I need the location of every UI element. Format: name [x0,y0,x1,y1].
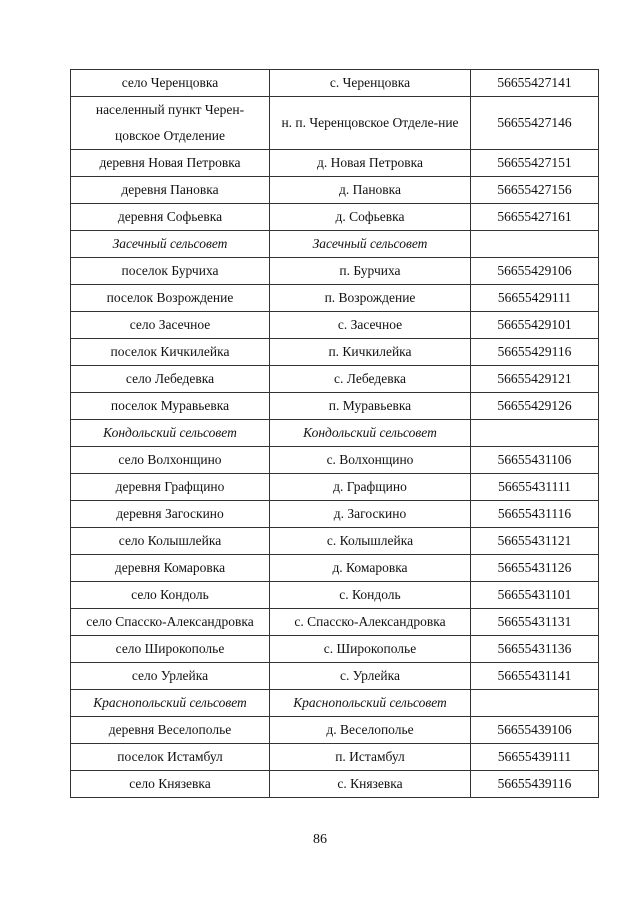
table-row [71,717,599,744]
settlement-short-cell: п. Истамбул [270,744,471,771]
settlement-name-cell: село Колышлейка [71,528,270,555]
settlement-short-cell: п. Возрождение [270,285,471,312]
oktmo-code-cell: 56655431141 [471,663,599,690]
settlements-table [70,69,599,798]
settlement-short-cell: д. Софьевка [270,204,471,231]
table-row [71,393,599,420]
table-row [71,528,599,555]
settlement-short-cell: н. п. Черенцовское Отделе-ние [270,97,471,150]
settlement-name-cell: село Урлейка [71,663,270,690]
table-row [71,366,599,393]
settlement-short-cell: с. Волхонщино [270,447,471,474]
table-row [71,447,599,474]
settlement-short-cell: с. Черенцовка [270,70,471,97]
oktmo-code-cell: 56655439106 [471,717,599,744]
table-row [71,609,599,636]
settlement-short-cell: с. Урлейка [270,663,471,690]
settlement-short-cell: с. Князевка [270,771,471,798]
table-row [71,582,599,609]
oktmo-code-cell: 56655429116 [471,339,599,366]
settlement-short-cell: д. Графщино [270,474,471,501]
settlement-name-cell: деревня Комаровка [71,555,270,582]
table-row [71,663,599,690]
oktmo-code-cell [471,690,599,717]
oktmo-code-cell: 56655439116 [471,771,599,798]
settlement-short-cell: Засечный сельсовет [270,231,471,258]
section-row [71,420,599,447]
settlement-short-cell: с. Кондоль [270,582,471,609]
settlement-name-cell: Краснопольский сельсовет [71,690,270,717]
settlement-name-cell: деревня Софьевка [71,204,270,231]
settlement-name-cell: село Волхонщино [71,447,270,474]
table-row [71,744,599,771]
oktmo-code-cell: 56655429126 [471,393,599,420]
settlement-name-cell: поселок Бурчиха [71,258,270,285]
oktmo-code-cell [471,420,599,447]
oktmo-code-cell: 56655429106 [471,258,599,285]
table-row [71,501,599,528]
oktmo-code-cell: 56655439111 [471,744,599,771]
settlement-name-cell: поселок Кичкилейка [71,339,270,366]
oktmo-code-cell: 56655427156 [471,177,599,204]
oktmo-code-cell: 56655431101 [471,582,599,609]
table-row [71,771,599,798]
table-row [71,97,599,150]
settlement-short-cell: д. Новая Петровка [270,150,471,177]
oktmo-code-cell: 56655431116 [471,501,599,528]
oktmo-code-cell: 56655431121 [471,528,599,555]
settlement-short-cell: д. Загоскино [270,501,471,528]
oktmo-code-cell: 56655427141 [471,70,599,97]
settlement-short-cell: д. Веселополье [270,717,471,744]
table-row [71,474,599,501]
settlement-name-cell: населенный пункт Черен-цовское Отделение [71,97,270,150]
oktmo-code-cell: 56655431126 [471,555,599,582]
settlement-name-cell: деревня Загоскино [71,501,270,528]
settlement-name-cell: поселок Возрождение [71,285,270,312]
table-row [71,70,599,97]
settlement-name-cell: село Черенцовка [71,70,270,97]
settlement-name-cell: деревня Новая Петровка [71,150,270,177]
settlement-short-cell: п. Кичкилейка [270,339,471,366]
oktmo-code-cell: 56655431106 [471,447,599,474]
table-row [71,258,599,285]
oktmo-code-cell: 56655429111 [471,285,599,312]
section-row [71,231,599,258]
settlement-name-cell: деревня Пановка [71,177,270,204]
settlement-name-cell: деревня Графщино [71,474,270,501]
settlement-name-cell: село Лебедевка [71,366,270,393]
table-row [71,177,599,204]
table-row [71,339,599,366]
page-number: 86 [313,832,327,847]
settlement-name-cell: поселок Истамбул [71,744,270,771]
settlement-short-cell: п. Муравьевка [270,393,471,420]
oktmo-code-cell: 56655431111 [471,474,599,501]
oktmo-code-cell: 56655427146 [471,97,599,150]
settlement-name-cell: село Князевка [71,771,270,798]
settlement-short-cell: с. Спасско-Александровка [270,609,471,636]
settlement-name-cell: Засечный сельсовет [71,231,270,258]
oktmo-code-cell: 56655431131 [471,609,599,636]
oktmo-code-cell: 56655431136 [471,636,599,663]
settlement-short-cell: с. Колышлейка [270,528,471,555]
oktmo-code-cell: 56655429121 [471,366,599,393]
settlement-name-cell: село Кондоль [71,582,270,609]
settlement-name-cell: поселок Муравьевка [71,393,270,420]
settlement-name-cell: село Широкополье [71,636,270,663]
settlement-short-cell: с. Лебедевка [270,366,471,393]
table-row [71,636,599,663]
oktmo-code-cell: 56655427151 [471,150,599,177]
table-body [71,70,599,798]
settlement-short-cell: Кондольский сельсовет [270,420,471,447]
settlement-name-cell: село Спасско-Александровка [71,609,270,636]
table-row [71,285,599,312]
section-row [71,690,599,717]
oktmo-code-cell: 56655427161 [471,204,599,231]
table-row [71,150,599,177]
settlement-short-cell: Краснопольский сельсовет [270,690,471,717]
table-row [71,555,599,582]
table-row [71,312,599,339]
settlement-short-cell: с. Засечное [270,312,471,339]
table-row [71,204,599,231]
settlement-short-cell: с. Широкополье [270,636,471,663]
settlement-name-cell: деревня Веселополье [71,717,270,744]
oktmo-code-cell [471,231,599,258]
settlement-short-cell: д. Комаровка [270,555,471,582]
settlement-short-cell: д. Пановка [270,177,471,204]
settlement-name-cell: село Засечное [71,312,270,339]
settlement-short-cell: п. Бурчиха [270,258,471,285]
oktmo-code-cell: 56655429101 [471,312,599,339]
settlement-name-cell: Кондольский сельсовет [71,420,270,447]
